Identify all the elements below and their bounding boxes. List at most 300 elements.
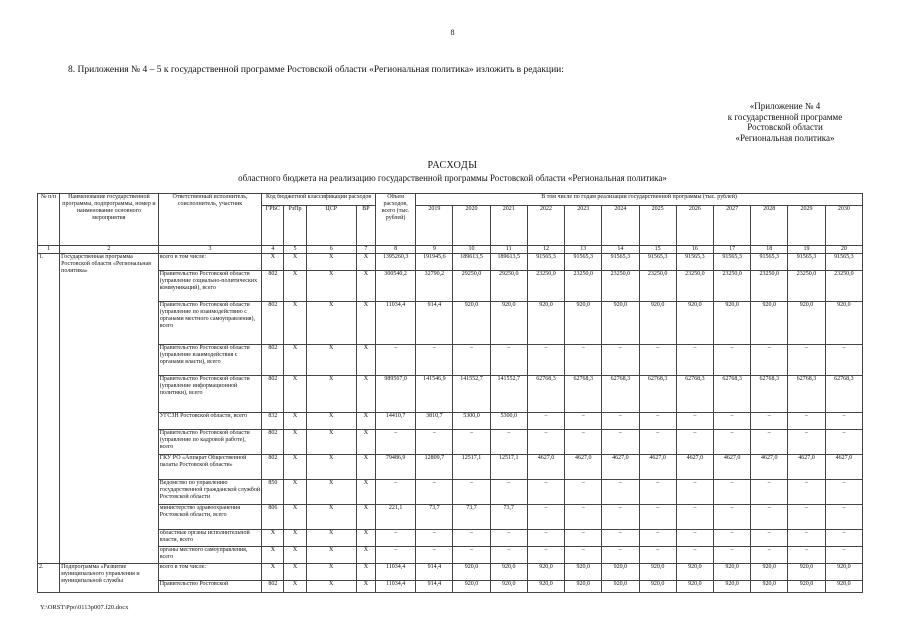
header-year: 2025 xyxy=(639,206,676,246)
row-year-value: 920,0 xyxy=(639,564,676,581)
row-year-value: – xyxy=(453,430,490,455)
row-year-value: – xyxy=(751,480,788,505)
row-year-value: – xyxy=(602,547,639,564)
table-row xyxy=(38,271,863,302)
intro-text: 8. Приложения № 4 – 5 к государственной программе Ростовской области «Региональная политика» изложить в редакции: xyxy=(68,65,564,75)
column-number: 16 xyxy=(676,246,713,254)
row-year-value: 4627,0 xyxy=(602,455,639,480)
row-year-value: – xyxy=(825,480,862,505)
row-year-value: – xyxy=(676,430,713,455)
row-year-value: 23250,0 xyxy=(602,271,639,302)
table-row xyxy=(38,547,863,564)
header-year: 2030 xyxy=(825,206,862,246)
row-year-value: 91565,3 xyxy=(565,254,602,271)
row-year-value: – xyxy=(788,547,825,564)
row-vr: X xyxy=(356,345,375,376)
row-year-value: 12809,7 xyxy=(416,455,453,480)
row-csr: X xyxy=(306,564,356,581)
row-year-value: 920,0 xyxy=(490,302,527,345)
row-year-value: 12517,1 xyxy=(453,455,490,480)
row-year-value: – xyxy=(527,530,564,547)
table-row xyxy=(38,302,863,345)
column-number: 19 xyxy=(788,246,825,254)
row-grbs: 832 xyxy=(262,413,284,430)
row-year-value: 91565,3 xyxy=(788,254,825,271)
row-year-value: – xyxy=(527,430,564,455)
row-csr: X xyxy=(306,581,356,593)
header-name: Наименование государственной программы, подпрограммы, номер и наименование основного мероприятия xyxy=(60,194,159,246)
row-year-value: 62768,3 xyxy=(751,376,788,413)
row-csr: X xyxy=(306,376,356,413)
row-year-value: – xyxy=(788,413,825,430)
table-row xyxy=(38,530,863,547)
header-years-caption: В том числе по годам реализации государственной программы (тыс. рублей) xyxy=(416,194,863,206)
column-number: 2 xyxy=(60,246,159,254)
appendix-line: «Приложение № 4 xyxy=(749,101,821,111)
row-grbs: X xyxy=(262,254,284,271)
row-csr: X xyxy=(306,413,356,430)
row-grbs: 802 xyxy=(262,345,284,376)
row-grbs: 802 xyxy=(262,302,284,345)
row-total: 989567,0 xyxy=(375,376,415,413)
row-total: – xyxy=(375,480,415,505)
document-title: РАСХОДЫ xyxy=(427,160,478,171)
row-year-value: 920,0 xyxy=(453,302,490,345)
row-year-value: – xyxy=(713,430,750,455)
row-vr: X xyxy=(356,254,375,271)
row-year-value: – xyxy=(825,505,862,530)
row-executor: Правительство Ростовской области (управление социально-политических коммуникаций), всего xyxy=(158,271,262,302)
row-number: 1. xyxy=(38,254,60,564)
row-executor: Правительство Ростовской области (управление взаимодействия с органами власти), всего xyxy=(158,345,262,376)
row-year-value: – xyxy=(751,547,788,564)
row-vr: X xyxy=(356,564,375,581)
row-year-value: 920,0 xyxy=(788,302,825,345)
row-total: 221,1 xyxy=(375,505,415,530)
table-row xyxy=(38,413,863,430)
column-number: 20 xyxy=(825,246,862,254)
header-year: 2028 xyxy=(751,206,788,246)
row-year-value: – xyxy=(416,480,453,505)
row-year-value: – xyxy=(565,530,602,547)
row-year-value: – xyxy=(527,345,564,376)
column-number: 18 xyxy=(751,246,788,254)
row-year-value: 191945,6 xyxy=(416,254,453,271)
header-num: № п/п xyxy=(38,194,60,246)
row-year-value: – xyxy=(676,345,713,376)
row-rzpr: X xyxy=(284,505,306,530)
row-year-value: – xyxy=(751,345,788,376)
row-grbs: X xyxy=(262,564,284,581)
row-year-value: 62768,3 xyxy=(788,376,825,413)
row-year-value: – xyxy=(453,480,490,505)
row-vr: X xyxy=(356,302,375,345)
header-year: 2026 xyxy=(676,206,713,246)
row-grbs: 806 xyxy=(262,505,284,530)
row-year-value: – xyxy=(490,547,527,564)
column-number: 10 xyxy=(453,246,490,254)
row-year-value: – xyxy=(453,530,490,547)
row-year-value: 62768,3 xyxy=(825,376,862,413)
row-year-value: – xyxy=(825,413,862,430)
row-year-value: 920,0 xyxy=(751,564,788,581)
row-year-value: 91565,3 xyxy=(527,254,564,271)
column-number: 5 xyxy=(284,246,306,254)
row-year-value: – xyxy=(602,505,639,530)
row-year-value: 141552,7 xyxy=(453,376,490,413)
row-year-value: – xyxy=(602,480,639,505)
row-year-value: – xyxy=(490,345,527,376)
row-year-value: – xyxy=(639,480,676,505)
row-year-value: – xyxy=(565,505,602,530)
row-year-value: 91565,3 xyxy=(639,254,676,271)
row-year-value: 23250,0 xyxy=(527,271,564,302)
row-year-value: 73,7 xyxy=(490,505,527,530)
document-subtitle: областного бюджета на реализацию государственной программы Ростовской области «Региональная политика» xyxy=(238,173,667,183)
row-year-value: 4627,0 xyxy=(676,455,713,480)
row-csr: X xyxy=(306,345,356,376)
row-year-value: 91565,3 xyxy=(713,254,750,271)
table-row xyxy=(38,430,863,455)
row-year-value: 12517,1 xyxy=(490,455,527,480)
row-rzpr: X xyxy=(284,271,306,302)
row-year-value: 4627,0 xyxy=(825,455,862,480)
row-total: 11034,4 xyxy=(375,564,415,581)
header-year: 2023 xyxy=(565,206,602,246)
row-csr: X xyxy=(306,480,356,505)
row-year-value: – xyxy=(565,430,602,455)
row-year-value: 920,0 xyxy=(527,564,564,581)
row-year-value: 4627,0 xyxy=(527,455,564,480)
row-rzpr: X xyxy=(284,302,306,345)
row-year-value: – xyxy=(788,345,825,376)
row-total: 11034,4 xyxy=(375,581,415,593)
row-year-value: – xyxy=(751,413,788,430)
row-year-value: – xyxy=(713,547,750,564)
row-vr: X xyxy=(356,413,375,430)
row-year-value: 920,0 xyxy=(453,564,490,581)
row-year-value: 4627,0 xyxy=(713,455,750,480)
row-year-value: 91565,3 xyxy=(676,254,713,271)
row-vr: X xyxy=(356,430,375,455)
row-executor: министерство здравоохранения Ростовской области, всего xyxy=(158,505,262,530)
row-executor: всего в том числе: xyxy=(158,254,262,271)
column-number: 11 xyxy=(490,246,527,254)
header-year: 2022 xyxy=(527,206,564,246)
row-year-value: 62768,3 xyxy=(565,376,602,413)
row-program-name: Подпрограмма «Развитие муниципального управления и муниципальной службы xyxy=(60,564,159,593)
row-grbs: 802 xyxy=(262,455,284,480)
row-grbs: 802 xyxy=(262,430,284,455)
row-year-value: 920,0 xyxy=(825,302,862,345)
row-vr: X xyxy=(356,530,375,547)
row-executor: всего в том числе: xyxy=(158,564,262,581)
row-executor: УГСЗН Ростовской области, всего xyxy=(158,413,262,430)
row-year-value: 4627,0 xyxy=(639,455,676,480)
row-vr: X xyxy=(356,455,375,480)
header-year: 2021 xyxy=(490,206,527,246)
row-year-value: – xyxy=(751,430,788,455)
row-year-value: 920,0 xyxy=(453,581,490,593)
header-year: 2019 xyxy=(416,206,453,246)
row-year-value: 23250,0 xyxy=(713,271,750,302)
row-year-value: 920,0 xyxy=(565,564,602,581)
row-rzpr: X xyxy=(284,345,306,376)
row-year-value: 189613,5 xyxy=(453,254,490,271)
row-year-value: 23250,0 xyxy=(751,271,788,302)
row-year-value: 914,4 xyxy=(416,302,453,345)
column-number: 13 xyxy=(565,246,602,254)
row-year-value: – xyxy=(602,430,639,455)
row-year-value: 914,4 xyxy=(416,564,453,581)
row-total: 14410,7 xyxy=(375,413,415,430)
row-year-value: 920,0 xyxy=(751,581,788,593)
row-vr: X xyxy=(356,505,375,530)
row-year-value: – xyxy=(453,345,490,376)
row-year-value: 4627,0 xyxy=(751,455,788,480)
table-row xyxy=(38,480,863,505)
row-year-value: 23250,0 xyxy=(639,271,676,302)
row-year-value: – xyxy=(825,430,862,455)
row-year-value: – xyxy=(825,530,862,547)
column-number: 1 xyxy=(38,246,60,254)
row-year-value: 920,0 xyxy=(527,581,564,593)
row-year-value: – xyxy=(490,430,527,455)
column-number: 9 xyxy=(416,246,453,254)
row-year-value: 62768,3 xyxy=(602,376,639,413)
row-year-value: – xyxy=(639,505,676,530)
row-year-value: 920,0 xyxy=(565,302,602,345)
row-year-value: – xyxy=(527,547,564,564)
row-year-value: 920,0 xyxy=(565,581,602,593)
row-year-value: – xyxy=(788,480,825,505)
row-year-value: 189613,5 xyxy=(490,254,527,271)
row-year-value: – xyxy=(416,530,453,547)
row-year-value: 920,0 xyxy=(713,302,750,345)
row-year-value: – xyxy=(565,345,602,376)
row-total: – xyxy=(375,430,415,455)
row-year-value: 23250,0 xyxy=(788,271,825,302)
row-executor: Ведомство по управлению государственной гражданской службой Ростовской области xyxy=(158,480,262,505)
row-year-value: 914,4 xyxy=(416,581,453,593)
row-year-value: – xyxy=(676,547,713,564)
row-year-value: – xyxy=(676,530,713,547)
row-program-name: Государственная программа Ростовской области «Региональная политика» xyxy=(60,254,159,564)
row-year-value: – xyxy=(751,505,788,530)
row-year-value: – xyxy=(713,530,750,547)
row-year-value: 3810,7 xyxy=(416,413,453,430)
row-year-value: – xyxy=(639,345,676,376)
row-year-value: – xyxy=(713,480,750,505)
table-row xyxy=(38,345,863,376)
row-csr: X xyxy=(306,254,356,271)
row-total: 1395260,3 xyxy=(375,254,415,271)
row-year-value: – xyxy=(751,530,788,547)
row-year-value: – xyxy=(527,480,564,505)
row-grbs: X xyxy=(262,547,284,564)
row-executor: Правительство Ростовской области (управление информационной политики), всего xyxy=(158,376,262,413)
row-year-value: 920,0 xyxy=(713,564,750,581)
row-year-value: 5300,0 xyxy=(490,413,527,430)
column-number: 6 xyxy=(306,246,356,254)
column-number: 3 xyxy=(158,246,262,254)
row-year-value: – xyxy=(602,413,639,430)
row-grbs: 802 xyxy=(262,376,284,413)
row-grbs: 802 xyxy=(262,581,284,593)
row-rzpr: X xyxy=(284,480,306,505)
header-rzpr: РзПр xyxy=(284,206,306,246)
appendix-caption xyxy=(700,101,870,143)
row-csr: X xyxy=(306,455,356,480)
row-rzpr: X xyxy=(284,455,306,480)
row-year-value: 920,0 xyxy=(788,564,825,581)
row-year-value: – xyxy=(565,547,602,564)
row-executor: Правительство Ростовской области (управление по кадровой работе), всего xyxy=(158,430,262,455)
row-rzpr: X xyxy=(284,430,306,455)
header-vr: ВР xyxy=(356,206,375,246)
row-executor: органы местного самоуправления, всего xyxy=(158,547,262,564)
row-total: – xyxy=(375,530,415,547)
column-number: 15 xyxy=(639,246,676,254)
row-year-value: – xyxy=(713,505,750,530)
row-year-value: 5300,0 xyxy=(453,413,490,430)
row-year-value: 29250,0 xyxy=(490,271,527,302)
row-year-value: 920,0 xyxy=(602,581,639,593)
row-year-value: – xyxy=(713,345,750,376)
row-year-value: – xyxy=(602,530,639,547)
row-year-value: 920,0 xyxy=(602,302,639,345)
row-year-value: – xyxy=(825,547,862,564)
row-year-value: 920,0 xyxy=(825,564,862,581)
row-rzpr: X xyxy=(284,530,306,547)
row-year-value: 73,7 xyxy=(453,505,490,530)
row-year-value: 920,0 xyxy=(676,564,713,581)
row-year-value: 920,0 xyxy=(639,581,676,593)
row-rzpr: X xyxy=(284,413,306,430)
row-year-value: 23250,0 xyxy=(825,271,862,302)
row-year-value: – xyxy=(416,547,453,564)
column-number: 8 xyxy=(375,246,415,254)
row-year-value: – xyxy=(453,547,490,564)
row-year-value: 91565,3 xyxy=(602,254,639,271)
header-volume: Объем расходов, всего (тыс. рублей) xyxy=(375,194,415,246)
row-year-value: 62768,3 xyxy=(527,376,564,413)
row-year-value: – xyxy=(639,547,676,564)
header-year: 2024 xyxy=(602,206,639,246)
row-total: – xyxy=(375,547,415,564)
row-grbs: 850 xyxy=(262,480,284,505)
row-year-value: – xyxy=(565,413,602,430)
row-vr: X xyxy=(356,376,375,413)
header-code: Код бюджетной классификации расходов xyxy=(262,194,376,206)
row-year-value: – xyxy=(490,530,527,547)
row-year-value: 920,0 xyxy=(490,564,527,581)
column-number: 17 xyxy=(713,246,750,254)
table-row xyxy=(38,455,863,480)
row-year-value: 32790,2 xyxy=(416,271,453,302)
row-rzpr: X xyxy=(284,547,306,564)
row-year-value: 920,0 xyxy=(676,581,713,593)
row-rzpr: X xyxy=(284,254,306,271)
row-vr: X xyxy=(356,271,375,302)
row-year-value: – xyxy=(527,413,564,430)
row-vr: X xyxy=(356,480,375,505)
row-rzpr: X xyxy=(284,581,306,593)
row-year-value: – xyxy=(416,345,453,376)
row-year-value: – xyxy=(639,530,676,547)
row-rzpr: X xyxy=(284,376,306,413)
row-executor: ГКУ РО «Аппарат Общественной палаты Ростовской области» xyxy=(158,455,262,480)
table-row xyxy=(38,376,863,413)
row-year-value: 920,0 xyxy=(527,302,564,345)
column-number: 12 xyxy=(527,246,564,254)
row-vr: X xyxy=(356,547,375,564)
row-csr: X xyxy=(306,430,356,455)
row-csr: X xyxy=(306,530,356,547)
row-grbs: X xyxy=(262,530,284,547)
file-path-footer: Y:\ORST\Ppo\0113p007.f20.docx xyxy=(40,604,129,611)
row-year-value: 62768,3 xyxy=(713,376,750,413)
row-year-value: 920,0 xyxy=(602,564,639,581)
row-year-value: – xyxy=(676,480,713,505)
row-year-value: – xyxy=(565,480,602,505)
row-rzpr: X xyxy=(284,564,306,581)
row-total: 79486,9 xyxy=(375,455,415,480)
row-year-value: 920,0 xyxy=(751,302,788,345)
header-year: 2029 xyxy=(788,206,825,246)
row-year-value: 62768,3 xyxy=(676,376,713,413)
row-year-value: – xyxy=(602,345,639,376)
row-year-value: 62768,3 xyxy=(639,376,676,413)
row-year-value: 23250,0 xyxy=(565,271,602,302)
row-year-value: 29250,0 xyxy=(453,271,490,302)
row-year-value: – xyxy=(788,530,825,547)
header-executor: Ответственный исполнитель, соисполнитель, участник xyxy=(158,194,262,246)
column-number: 4 xyxy=(262,246,284,254)
row-total: 300540,2 xyxy=(375,271,415,302)
row-year-value: – xyxy=(676,505,713,530)
row-executor: областные органы исполнительной власти, всего xyxy=(158,530,262,547)
expenses-table xyxy=(37,193,863,593)
row-year-value: – xyxy=(416,430,453,455)
row-year-value: – xyxy=(639,413,676,430)
row-year-value: – xyxy=(713,413,750,430)
table-row xyxy=(38,581,863,593)
row-vr: X xyxy=(356,581,375,593)
row-year-value: 141546,9 xyxy=(416,376,453,413)
row-year-value: 141552,7 xyxy=(490,376,527,413)
row-year-value: – xyxy=(825,345,862,376)
column-number-row xyxy=(38,246,863,254)
row-executor: Правительство Ростовской области (управление по взаимодействию с органами местного самоуправления), всего xyxy=(158,302,262,345)
row-year-value: 920,0 xyxy=(676,302,713,345)
column-number: 14 xyxy=(602,246,639,254)
header-grbs: ГРБС xyxy=(262,206,284,246)
row-year-value: 4627,0 xyxy=(788,455,825,480)
row-year-value: – xyxy=(788,505,825,530)
row-csr: X xyxy=(306,505,356,530)
row-total: – xyxy=(375,345,415,376)
row-year-value: 920,0 xyxy=(825,581,862,593)
row-year-value: 91565,3 xyxy=(825,254,862,271)
row-executor: Правительство Ростовской xyxy=(158,581,262,593)
row-csr: X xyxy=(306,547,356,564)
row-year-value: 920,0 xyxy=(788,581,825,593)
row-year-value: – xyxy=(527,505,564,530)
row-number: 2. xyxy=(38,564,60,593)
row-year-value: – xyxy=(490,480,527,505)
row-year-value: 920,0 xyxy=(490,581,527,593)
